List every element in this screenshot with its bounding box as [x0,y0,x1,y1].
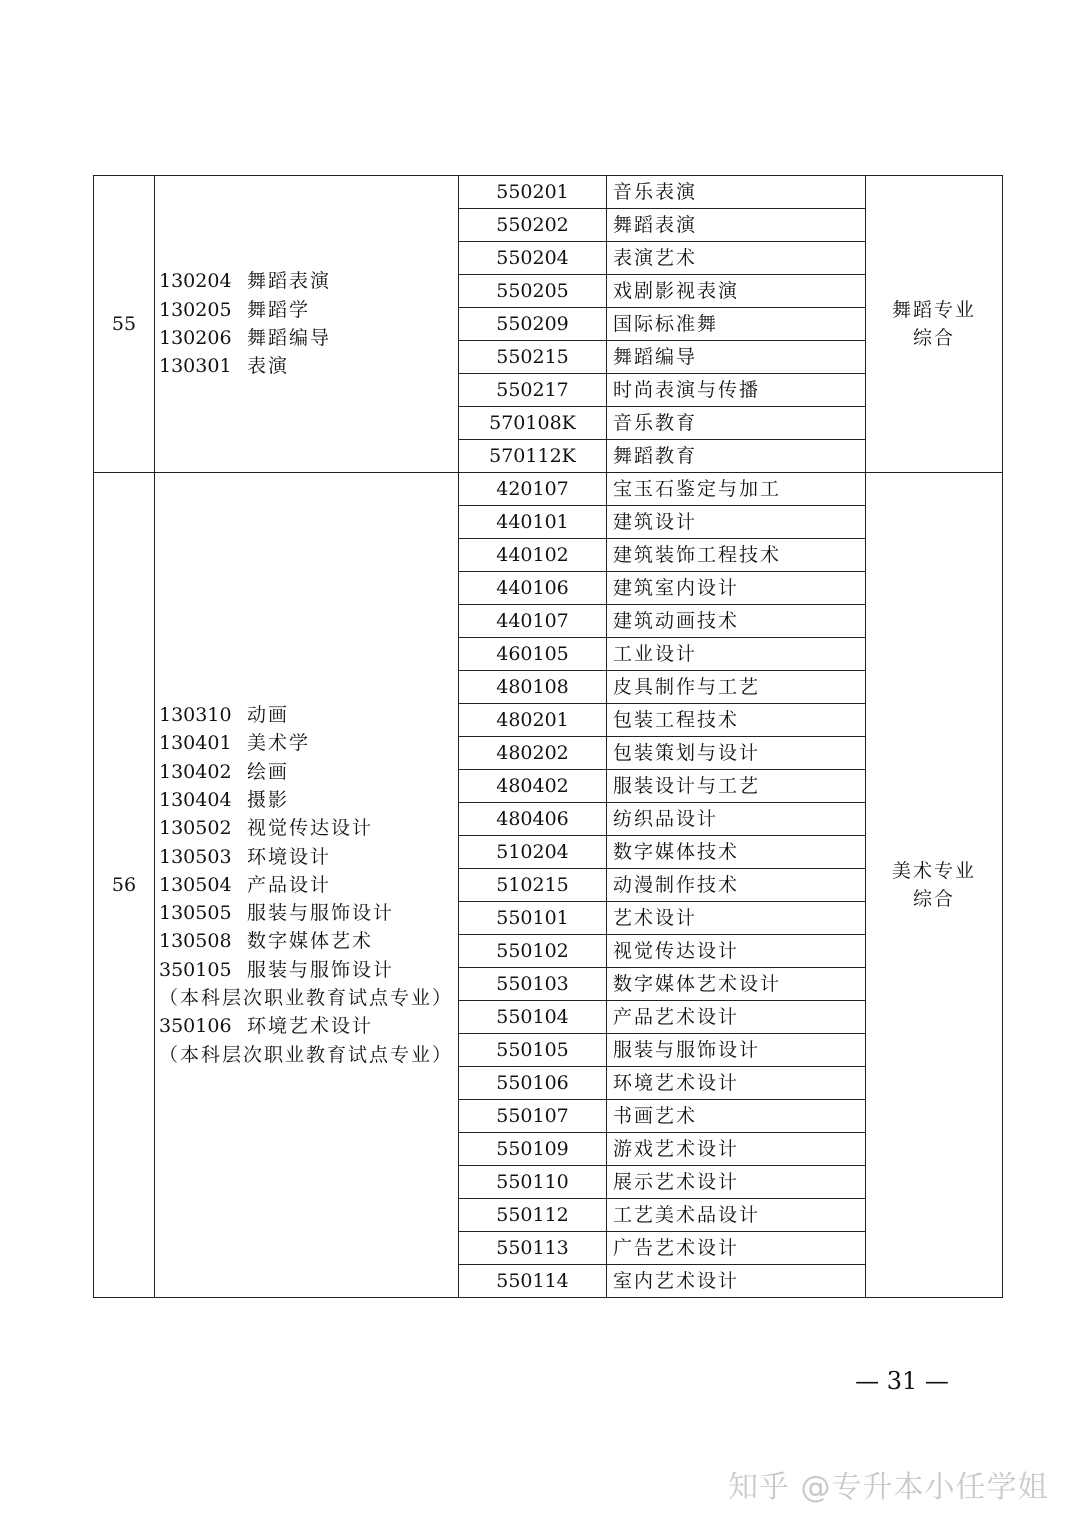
source-major-code: 130502 [159,817,232,840]
exam-subject-line: 综合 [912,888,955,910]
source-major-code: 130505 [159,902,232,925]
source-major-code: 130301 [159,355,232,378]
source-major-name: （本科层次职业教育试点专业） [159,987,454,1010]
source-major-item [159,956,458,984]
target-major-code: 550109 [459,1133,607,1166]
source-major-item [159,758,458,786]
source-major-code: 130205 [159,298,232,321]
target-major-code: 550215 [459,341,607,374]
target-major-name: 表演艺术 [607,242,866,275]
source-major-item [159,701,458,729]
source-major-item [159,352,458,380]
target-major-code: 550103 [459,968,607,1001]
target-major-name: 戏剧影视表演 [607,275,866,308]
source-major-item [159,324,458,352]
target-major-code: 440107 [459,605,607,638]
target-major-code: 550106 [459,1067,607,1100]
target-major-name: 视觉传达设计 [607,935,866,968]
target-major-code: 480201 [459,704,607,737]
target-major-name: 室内艺术设计 [607,1265,866,1298]
exam-subject-cell [866,176,1003,473]
target-major-name: 舞蹈编导 [607,341,866,374]
source-major-name: 摄影 [247,788,290,811]
target-major-name: 纺织品设计 [607,803,866,836]
page-number: — 31 — [855,1367,949,1395]
target-major-code: 480108 [459,671,607,704]
table-row [94,176,1003,209]
target-major-name: 宝玉石鉴定与加工 [607,473,866,506]
target-major-code: 550105 [459,1034,607,1067]
source-major-name: 视觉传达设计 [247,817,374,840]
source-major-item [159,927,458,955]
source-major-item [159,267,458,295]
target-major-code: 550102 [459,935,607,968]
target-major-name: 游戏艺术设计 [607,1133,866,1166]
target-major-name: 国际标准舞 [607,308,866,341]
target-major-name: 广告艺术设计 [607,1232,866,1265]
target-major-code: 510204 [459,836,607,869]
target-major-name: 皮具制作与工艺 [607,671,866,704]
target-major-code: 550110 [459,1166,607,1199]
target-major-name: 动漫制作技术 [607,869,866,902]
source-major-code: 130204 [159,270,232,293]
exam-subject-cell [866,473,1003,1298]
target-major-name: 建筑设计 [607,506,866,539]
exam-subject-line: 综合 [912,327,955,349]
target-major-code: 550114 [459,1265,607,1298]
target-major-code: 440102 [459,539,607,572]
target-major-code: 550112 [459,1199,607,1232]
source-major-code: 130206 [159,327,232,349]
target-major-name: 工业设计 [607,638,866,671]
source-major-name: 美术学 [247,732,311,755]
source-major-name: 服装与服饰设计 [247,958,395,981]
source-major-code: 130504 [159,873,232,896]
source-major-item [159,843,458,871]
target-major-name: 数字媒体技术 [607,836,866,869]
target-major-name: 音乐表演 [607,176,866,209]
major-table [93,175,1003,1298]
target-major-code: 480406 [459,803,607,836]
source-major-item [159,296,458,324]
target-major-name: 建筑室内设计 [607,572,866,605]
source-major-name: 动画 [247,704,290,727]
target-major-name: 音乐教育 [607,407,866,440]
source-major-name: 舞蹈编导 [247,327,332,349]
target-major-name: 建筑装饰工程技术 [607,539,866,572]
target-major-code: 550205 [459,275,607,308]
target-major-code: 550201 [459,176,607,209]
target-major-name: 服装设计与工艺 [607,770,866,803]
target-major-code: 510215 [459,869,607,902]
target-major-code: 550104 [459,1001,607,1034]
source-major-code: 130503 [159,845,232,868]
target-major-code: 480402 [459,770,607,803]
watermark: 知乎 @专升本小任学姐 [728,1470,1049,1505]
target-major-code: 570112K [459,440,607,473]
target-major-name: 包装策划与设计 [607,737,866,770]
target-major-name: 产品艺术设计 [607,1001,866,1034]
target-major-name: 舞蹈教育 [607,440,866,473]
source-major-item [159,814,458,842]
source-major-name: 绘画 [247,760,290,783]
target-major-code: 440106 [459,572,607,605]
source-major-item [159,1041,458,1069]
target-major-name: 服装与服饰设计 [607,1034,866,1067]
source-major-code: 130404 [159,788,232,811]
source-major-item [159,899,458,927]
source-major-code: 130508 [159,930,232,953]
target-major-name: 建筑动画技术 [607,605,866,638]
source-major-name: （本科层次职业教育试点专业） [159,1043,454,1066]
source-major-name: 表演 [247,355,290,378]
source-majors-cell [155,473,459,1298]
source-major-item [159,984,458,1012]
source-major-code: 130401 [159,732,232,755]
target-major-name: 艺术设计 [607,902,866,935]
target-major-code: 570108K [459,407,607,440]
source-major-item [159,729,458,757]
target-major-name: 工艺美术品设计 [607,1199,866,1232]
source-major-name: 舞蹈表演 [247,270,332,293]
target-major-name: 书画艺术 [607,1100,866,1133]
source-major-name: 产品设计 [247,873,332,896]
exam-subject-line: 舞蹈专业 [891,299,976,321]
target-major-name: 舞蹈表演 [607,209,866,242]
target-major-code: 420107 [459,473,607,506]
table-row [94,473,1003,506]
target-major-name: 包装工程技术 [607,704,866,737]
source-major-item [159,786,458,814]
source-major-code: 130310 [159,704,232,727]
source-majors-cell [155,176,459,473]
source-major-name: 舞蹈学 [247,298,311,321]
source-major-code: 350105 [159,958,232,981]
target-major-code: 550113 [459,1232,607,1265]
target-major-code: 550202 [459,209,607,242]
target-major-name: 时尚表演与传播 [607,374,866,407]
target-major-code: 440101 [459,506,607,539]
target-major-code: 550101 [459,902,607,935]
source-major-name: 服装与服饰设计 [247,902,395,925]
source-major-name: 环境设计 [247,845,332,868]
exam-subject-line: 美术专业 [891,860,976,882]
source-major-code: 350106 [159,1015,232,1038]
source-major-item [159,871,458,899]
target-major-name: 展示艺术设计 [607,1166,866,1199]
target-major-code: 550204 [459,242,607,275]
target-major-code: 550107 [459,1100,607,1133]
target-major-name: 数字媒体艺术设计 [607,968,866,1001]
target-major-code: 480202 [459,737,607,770]
section-number: 55 [94,176,155,473]
target-major-code: 550217 [459,374,607,407]
source-major-name: 环境艺术设计 [247,1015,374,1038]
target-major-code: 460105 [459,638,607,671]
target-major-code: 550209 [459,308,607,341]
source-major-code: 130402 [159,760,232,783]
section-number: 56 [94,473,155,1298]
source-major-name: 数字媒体艺术 [247,930,374,953]
source-major-item [159,1012,458,1040]
target-major-name: 环境艺术设计 [607,1067,866,1100]
